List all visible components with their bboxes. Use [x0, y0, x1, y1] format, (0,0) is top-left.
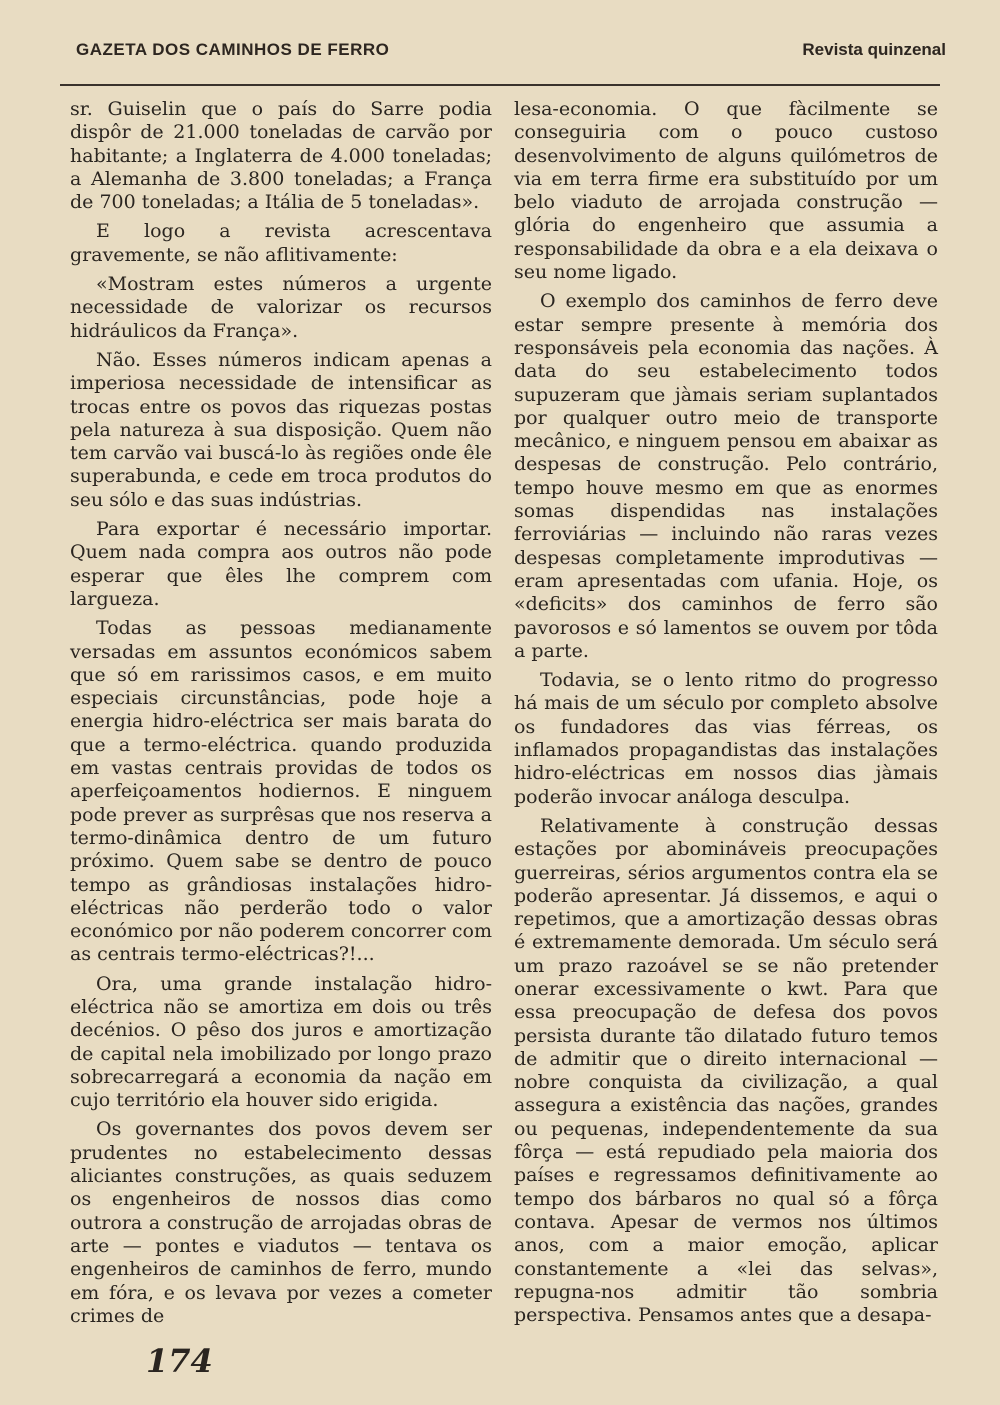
journal-title: GAZETA DOS CAMINHOS DE FERRO [76, 40, 390, 59]
paragraph: Ora, uma grande instalação hidro-eléctrica não se amortiza em dois ou três decénios. O pêso dos juros e amortização de capital nela imobilizado por longo prazo sobrecarregará a economia da nação em cujo território ela houver sido erigida. [70, 972, 492, 1112]
paragraph: Não. Esses números indicam apenas a imperiosa necessidade de intensificar as trocas entre os povos das riquezas postas pela natureza à sua disposição. Quem não tem carvão vai buscá-lo às regiões onde êle superabunda, e cede em troca produtos do seu sólo e das suas indústrias. [70, 348, 492, 511]
header-rule [60, 84, 940, 86]
running-header [76, 40, 946, 66]
paragraph: sr. Guiselin que o país do Sarre podia dispôr de 21.000 toneladas de carvão por habitante; a Inglaterra de 4.000 toneladas; a Alemanha de 3.800 toneladas; a França de 700 toneladas; a Itália de 5 toneladas». [70, 98, 492, 214]
paragraph: Para exportar é necessário importar. Quem nada compra aos outros não pode esperar que êles lhe comprem com largueza. [70, 518, 492, 610]
left-column [70, 98, 492, 1334]
right-column [514, 98, 938, 1333]
paragraph: O exemplo dos caminhos de ferro deve estar sempre presente à memória dos responsáveis pela economia das nações. À data do seu estabelecimento todos supuzeram que jàmais seriam suplantados por qualquer outro meio de transporte mecânico, e ninguem pensou em abaixar as despesas de construção. Pelo contrário, tempo houve mesmo em que as enormes somas dispendidas nas instalações ferroviárias — incluindo não raras vezes despesas completamente improdutivas — eram apresentadas com ufania. Hoje, os «deficits» dos caminhos de ferro são pavorosos e só lamentos se ouvem por tôda a parte. [514, 290, 938, 662]
paragraph: E logo a revista acrescentava gravemente, se não aflitivamente: [70, 220, 492, 266]
paragraph: Todavia, se o lento ritmo do progresso há mais de um século por completo absolve os fundadores das vias férreas, os inflamados propagandistas das instalações hidro-eléctricas em nossos dias jàmais poderão invocar análoga desculpa. [514, 669, 938, 808]
paragraph: «Mostram estes números a urgente necessidade de valorizar os recursos hidráulicos da França». [70, 273, 492, 342]
page-number: 174 [146, 1342, 213, 1380]
journal-subtitle: Revista quinzenal [802, 40, 946, 59]
paragraph: lesa-economia. O que fàcilmente se conseguiria com o pouco custoso desenvolvimento de alguns quilómetros de via em terra firme era substituído por um belo viaduto de arrojada construção — glória do engenheiro que assumia a responsabilidade da obra e a ela deixava o seu nome ligado. [514, 98, 938, 284]
paragraph: Os governantes dos povos devem ser prudentes no estabelecimento dessas aliciantes construções, as quais seduzem os engenheiros de nossos dias como outrora a construção de arrojadas obras de arte — pontes e viadutos — tentava os engenheiros de caminhos de ferro, mundo em fóra, e os levava por vezes a cometer crimes de [70, 1118, 492, 1327]
paragraph: Todas as pessoas medianamente versadas em assuntos económicos sabem que só em rarissimos casos, e em muito especiais circunstâncias, pode hoje a energia hidro-eléctrica ser mais barata do que a termo-eléctrica. quando produzida em vastas centrais providas de todos os aperfeiçoamentos hodiernos. E ninguem pode prever as surprêsas que nos reserva a termo-dinâmica dentro de um futuro próximo. Quem sabe se dentro de pouco tempo as grândiosas instalações hidro-eléctricas não perderão todo o valor económico por não poderem concorrer com as centrais termo-eléctricas?!... [70, 617, 492, 966]
paragraph: Relativamente à construção dessas estações por abomináveis preocupações guerreiras, sérios argumentos contra ela se poderão apresentar. Já dissemos, e aqui o repetimos, que a amortização dessas obras é extremamente demorada. Um século será um prazo razoável se se não pretender onerar excessivamente o kwt. Para que essa preocupação de defesa dos povos persista durante tão dilatado futuro temos de admitir que o direito internacional — nobre conquista da civilização, a qual assegura a existência das nações, grandes ou pequenas, independentemente da sua fôrça — está repudiado pela maioria dos países e regressamos definitivamente ao tempo dos bárbaros no qual só a fôrça contava. Apesar de vermos nos últimos anos, com a maior emoção, aplicar constantemente a «lei das selvas», repugna-nos admitir tão sombria perspectiva. Pensamos antes que a desapa- [514, 814, 938, 1327]
